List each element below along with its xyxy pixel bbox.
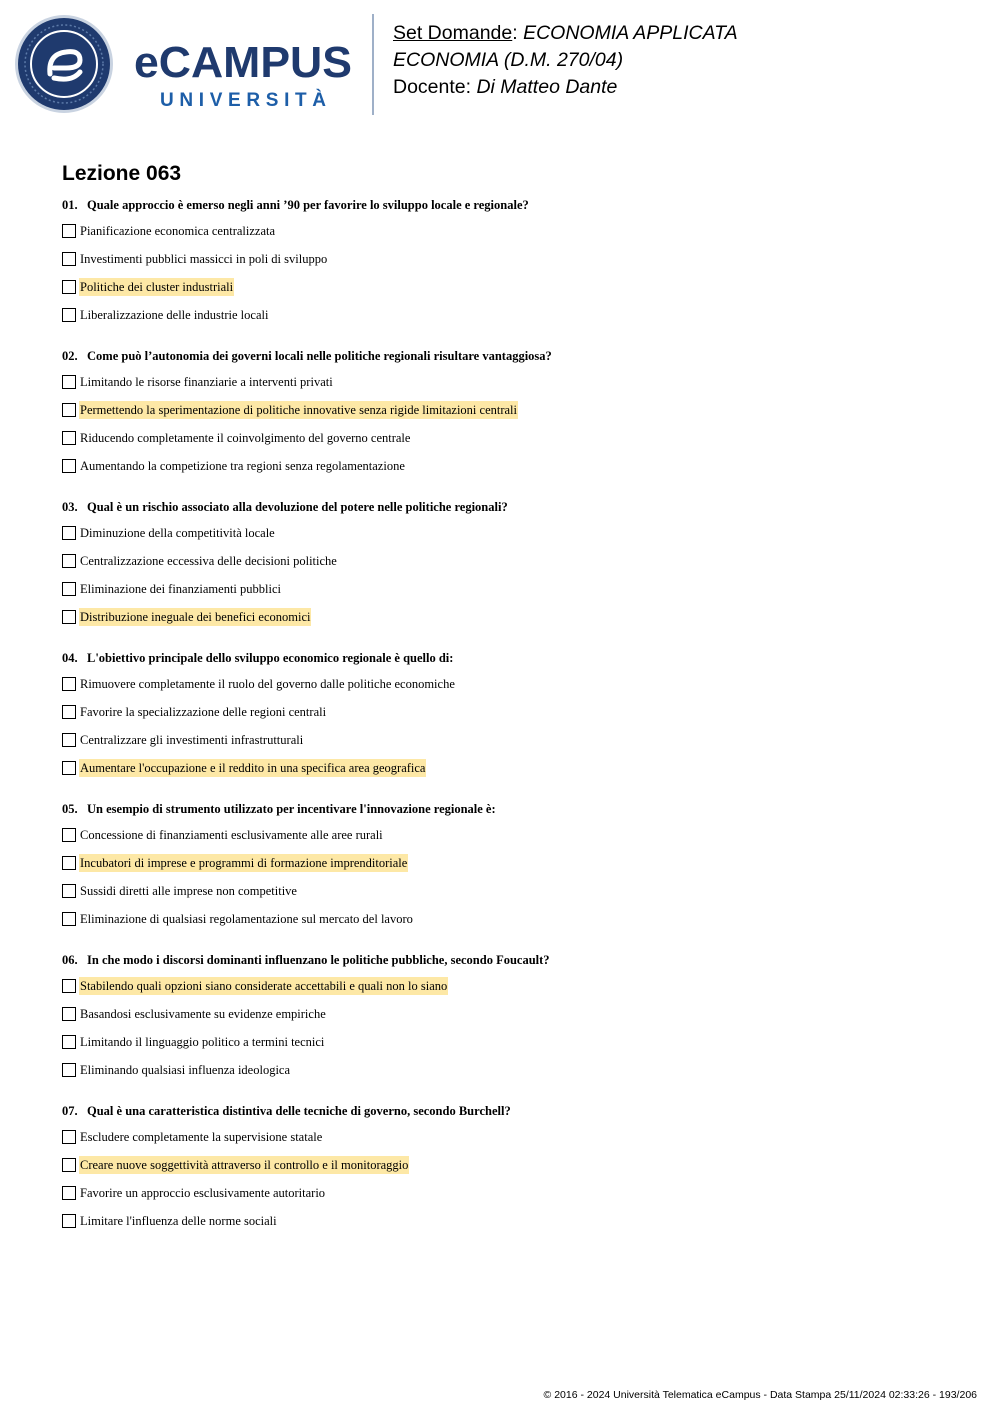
- logo-seal-core: [31, 31, 97, 97]
- question-number: 07.: [62, 1104, 78, 1118]
- answer-checkbox[interactable]: [62, 979, 76, 993]
- answer-text: Eliminando qualsiasi influenza ideologica: [80, 1063, 291, 1077]
- answer-option: [62, 910, 962, 938]
- answer-checkbox[interactable]: [62, 828, 76, 842]
- question-text: Un esempio di strumento utilizzato per incentivare l'innovazione regionale è:: [87, 802, 496, 816]
- correct-answer-text: Creare nuove soggettività attraverso il controllo e il monitoraggio: [80, 1158, 409, 1172]
- degree-line: [393, 47, 738, 74]
- answer-text: Escludere completamente la supervisione statale: [80, 1130, 323, 1144]
- answer-option: [62, 1212, 962, 1240]
- logo-subtitle: UNIVERSITÀ: [160, 90, 326, 111]
- answer-option: [62, 278, 962, 306]
- course-line: [393, 20, 738, 47]
- question-number: 03.: [62, 500, 78, 514]
- answer-checkbox[interactable]: [62, 733, 76, 747]
- answer-checkbox[interactable]: [62, 582, 76, 596]
- answer-option: [62, 826, 962, 854]
- answer-checkbox[interactable]: [62, 912, 76, 926]
- question-text: Qual è un rischio associato alla devoluzione del potere nelle politiche regionali?: [87, 500, 508, 514]
- answer-text: Limitando le risorse finanziarie a interventi privati: [80, 375, 333, 389]
- answer-option: [62, 580, 962, 608]
- answer-checkbox[interactable]: [62, 308, 76, 322]
- course-info: [393, 20, 738, 101]
- answer-text: Riducendo completamente il coinvolgimento del governo centrale: [80, 431, 411, 445]
- answer-option: [62, 222, 962, 250]
- answer-checkbox[interactable]: [62, 526, 76, 540]
- answer-text: Favorire la specializzazione delle regioni centrali: [80, 705, 327, 719]
- answer-checkbox[interactable]: [62, 403, 76, 417]
- answer-checkbox[interactable]: [62, 677, 76, 691]
- correct-answer-text: Permettendo la sperimentazione di politiche innovative senza rigide limitazioni centrali: [80, 403, 518, 417]
- question-title: [62, 951, 962, 977]
- answer-option: [62, 524, 962, 552]
- question-title: [62, 498, 962, 524]
- question-text: L'obiettivo principale dello sviluppo economico regionale è quello di:: [87, 651, 454, 665]
- answer-text: Centralizzare gli investimenti infrastrutturali: [80, 733, 304, 747]
- answer-text: Concessione di finanziamenti esclusivamente alle aree rurali: [80, 828, 383, 842]
- question-number: 01.: [62, 198, 78, 212]
- question-block: [62, 951, 962, 1102]
- answer-option: [62, 608, 962, 636]
- set-separator: :: [512, 22, 524, 44]
- answer-text: Diminuzione della competitività locale: [80, 526, 275, 540]
- answer-checkbox[interactable]: [62, 1063, 76, 1077]
- correct-answer-text: Aumentare l'occupazione e il reddito in una specifica area geografica: [80, 761, 426, 775]
- question-block: [62, 649, 962, 800]
- answer-option: [62, 1061, 962, 1089]
- page-footer: © 2016 - 2024 Università Telematica eCampus - Data Stampa 25/11/2024 02:33:26 - 193/206: [543, 1389, 977, 1401]
- answer-checkbox[interactable]: [62, 554, 76, 568]
- answer-option: [62, 977, 962, 1005]
- answer-option: [62, 552, 962, 580]
- set-domande-label: Set Domande: [393, 22, 513, 44]
- answer-option: [62, 703, 962, 731]
- question-text: In che modo i discorsi dominanti influenzano le politiche pubbliche, secondo Foucault?: [87, 953, 550, 967]
- question-text: Quale approccio è emerso negli anni ’90 per favorire lo sviluppo locale e regionale?: [87, 198, 529, 212]
- question-block: [62, 347, 962, 498]
- answer-option: [62, 1156, 962, 1184]
- answer-option: [62, 306, 962, 334]
- correct-answer-text: Incubatori di imprese e programmi di formazione imprenditoriale: [80, 856, 408, 870]
- question-number: 05.: [62, 802, 78, 816]
- answer-text: Pianificazione economica centralizzata: [80, 224, 276, 238]
- answer-checkbox[interactable]: [62, 375, 76, 389]
- correct-answer-text: Politiche dei cluster industriali: [80, 280, 234, 294]
- answer-option: [62, 1005, 962, 1033]
- degree-title: ECONOMIA (D.M. 270/04): [393, 49, 624, 71]
- question-text: Qual è una caratteristica distintiva delle tecniche di governo, secondo Burchell?: [87, 1104, 511, 1118]
- answer-option: [62, 250, 962, 278]
- correct-answer-text: Stabilendo quali opzioni siano considerate accettabili e quali non lo siano: [80, 979, 448, 993]
- answer-option: [62, 401, 962, 429]
- question-title: [62, 196, 962, 222]
- answer-checkbox[interactable]: [62, 459, 76, 473]
- question-block: [62, 196, 962, 347]
- answer-checkbox[interactable]: [62, 1186, 76, 1200]
- header-divider: [372, 14, 374, 115]
- docente-line: [393, 74, 738, 101]
- question-block: [62, 1102, 962, 1253]
- answer-checkbox[interactable]: [62, 761, 76, 775]
- answer-option: [62, 854, 962, 882]
- answer-option: [62, 882, 962, 910]
- answer-text: Basandosi esclusivamente su evidenze empiriche: [80, 1007, 326, 1021]
- answer-checkbox[interactable]: [62, 1158, 76, 1172]
- answer-text: Sussidi diretti alle imprese non competitive: [80, 884, 297, 898]
- answer-text: Rimuovere completamente il ruolo del governo dalle politiche economiche: [80, 677, 455, 691]
- question-list: [62, 196, 962, 1253]
- answer-checkbox[interactable]: [62, 1130, 76, 1144]
- answer-checkbox[interactable]: [62, 431, 76, 445]
- answer-checkbox[interactable]: [62, 224, 76, 238]
- answer-text: Limitare l'influenza delle norme sociali: [80, 1214, 277, 1228]
- answer-option: [62, 373, 962, 401]
- lesson-title: Lezione 063: [62, 162, 182, 185]
- question-title: [62, 1102, 962, 1128]
- answer-option: [62, 759, 962, 787]
- answer-text: Eliminazione di qualsiasi regolamentazione sul mercato del lavoro: [80, 912, 413, 926]
- answer-option: [62, 1033, 962, 1061]
- question-title: [62, 800, 962, 826]
- question-number: 06.: [62, 953, 78, 967]
- course-title: ECONOMIA APPLICATA: [523, 22, 738, 44]
- question-title: [62, 347, 962, 373]
- answer-checkbox[interactable]: [62, 884, 76, 898]
- question-block: [62, 800, 962, 951]
- answer-text: Favorire un approccio esclusivamente autoritario: [80, 1186, 326, 1200]
- docente-label: Docente:: [393, 76, 477, 98]
- page-header: [0, 0, 1000, 130]
- answer-text: Investimenti pubblici massicci in poli di sviluppo: [80, 252, 328, 266]
- answer-option: [62, 731, 962, 759]
- answer-checkbox[interactable]: [62, 856, 76, 870]
- question-text: Come può l’autonomia dei governi locali nelle politiche regionali risultare vantaggiosa?: [87, 349, 552, 363]
- answer-checkbox[interactable]: [62, 1214, 76, 1228]
- docente-name: Di Matteo Dante: [476, 76, 618, 98]
- answer-text: Centralizzazione eccessiva delle decisioni politiche: [80, 554, 337, 568]
- question-block: [62, 498, 962, 649]
- correct-answer-text: Distribuzione ineguale dei benefici economici: [80, 610, 311, 624]
- logo-wordmark: eCAMPUS: [134, 38, 352, 87]
- answer-option: [62, 675, 962, 703]
- answer-checkbox[interactable]: [62, 1007, 76, 1021]
- answer-text: Limitando il linguaggio politico a termini tecnici: [80, 1035, 325, 1049]
- question-title: [62, 649, 962, 675]
- answer-checkbox[interactable]: [62, 280, 76, 294]
- answer-checkbox[interactable]: [62, 610, 76, 624]
- answer-checkbox[interactable]: [62, 705, 76, 719]
- answer-text: Aumentando la competizione tra regioni senza regolamentazione: [80, 459, 405, 473]
- answer-option: [62, 1184, 962, 1212]
- question-number: 04.: [62, 651, 78, 665]
- answer-text: Eliminazione dei finanziamenti pubblici: [80, 582, 281, 596]
- answer-option: [62, 1128, 962, 1156]
- question-number: 02.: [62, 349, 78, 363]
- ecampus-logo: [14, 14, 359, 114]
- answer-checkbox[interactable]: [62, 252, 76, 266]
- answer-option: [62, 429, 962, 457]
- answer-option: [62, 457, 962, 485]
- answer-checkbox[interactable]: [62, 1035, 76, 1049]
- answer-text: Liberalizzazione delle industrie locali: [80, 308, 269, 322]
